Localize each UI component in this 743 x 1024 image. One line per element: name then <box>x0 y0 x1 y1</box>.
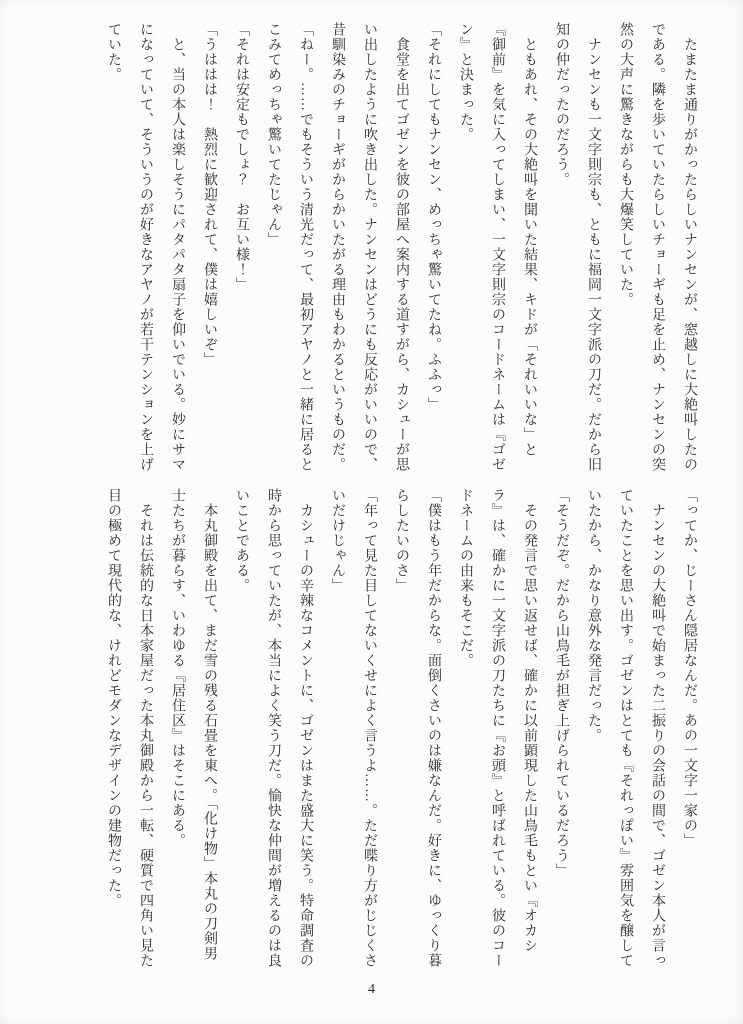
paragraph: 「それは安定もでしょ？ お互い様！」 <box>234 22 249 292</box>
paragraph: たまたま通りがかったらしいナンセンが、窓越しに大絶叫したのである。隣を歩いていたらしいチョーギも足を止め、ナンセンの突然の大声に驚きながらも大爆笑していた。 <box>618 22 697 472</box>
paragraph: ともあれ、その大絶叫を聞いた結果、キドが「それいいな」と『御前』を気に入ってしまい、一文字則宗のコードネームは『ゴゼン』と決まった。 <box>458 22 537 472</box>
paragraph: ナンセンの大絶叫で始まった二振りの会話の間で、ゴゼン本人が言っていたことを思い出す。ゴゼンはとても『それっぽい』雰囲気を醸していたから、かなり意外な発言だった。 <box>586 488 665 968</box>
paragraph: ナンセンも一文字則宗も、ともに福岡一文字派の刀だ。だから旧知の仲だったのだろう。 <box>554 22 601 472</box>
paragraph: 「それにしてもナンセン、めっちゃ驚いてたね。ふふっ」 <box>426 22 441 412</box>
paragraph: その発言で思い返せば、確かに以前顕現した山鳥毛もとい『オカシラ』は、確かに一文字派の刀たちに『お頭』と呼ばれている。彼のコードネームの由来もそこだ。 <box>458 488 537 968</box>
paragraph: 食堂を出てゴゼンを彼の部屋へ案内する道すがら、カシューが思い出したように吹き出した。ナンセンはどうにも反応がいいので、昔馴染みのチョーギがからかいたがる理由もわかるというものだ。 <box>330 22 409 472</box>
paragraph: と、当の本人は楽しそうにパタパタ扇子を仰いでいる。妙にサマになっていて、そういうのが好きなアヤノが若干テンションを上げていた。 <box>106 22 185 472</box>
text-block-bottom <box>97 488 705 968</box>
paragraph: 「うははは！ 熱烈に歓迎されて、僕は嬉しいぞ」 <box>202 22 217 367</box>
paragraph: それは伝統的な日本家屋だった本丸御殿から一転、硬質で四角い見た目の極めて現代的な、けれどモダンなデザインの建物だった。 <box>106 488 153 968</box>
paragraph: 「そうだぞ。だから山鳥毛が担ぎ上げられているだろう」 <box>554 488 569 878</box>
text-block-top <box>97 22 705 478</box>
page-number: 4 <box>368 982 375 997</box>
paragraph: 「僕はもう年だからな。面倒くさいのは嫌なんだ。好きに、ゆっくり暮らしたいのさ」 <box>394 488 441 968</box>
paragraph: 「ねー。……でもそういう清光だって、最初アヤノと一緒に居るとこみてめっちゃ驚いてたじゃん」 <box>266 22 313 472</box>
paragraph: カシューの辛辣なコメントに、ゴゼンはまた盛大に笑う。特命調査の時から思っていたが、本当によく笑う刀だ。愉快な仲間が増えるのは良いことである。 <box>234 488 313 968</box>
paragraph: 「ってか、じーさん隠居なんだ。あの一文字一家の」 <box>682 488 697 848</box>
paragraph: 本丸御殿を出て、まだ雪の残る石畳を東へ。「化け物」本丸の刀剣男士たちが暮らす、いわゆる『居住区』はそこにある。 <box>170 488 217 961</box>
paragraph: 「年って見た目してないくせによく言うよ……。ただ喋り方がじじくさいだけじゃん」 <box>330 488 377 968</box>
